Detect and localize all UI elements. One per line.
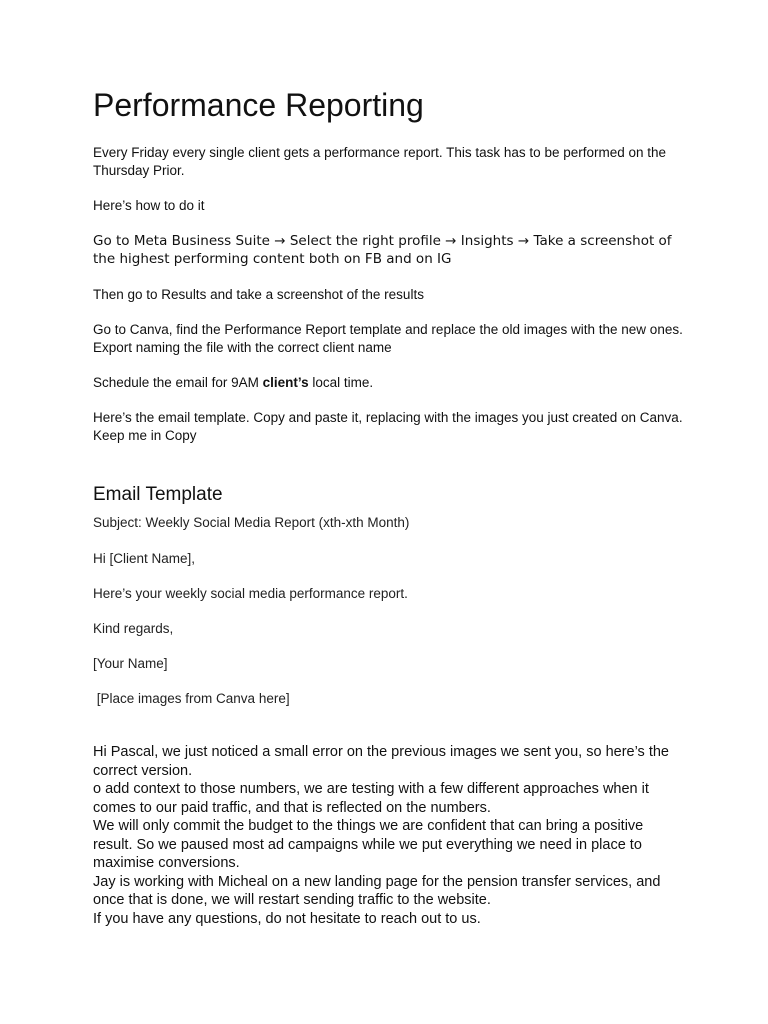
email-subject: Subject: Weekly Social Media Report (xth-xth Month) [93,515,410,530]
followup-message [93,743,683,928]
results-paragraph: Then go to Results and take a screenshot of the results [93,287,424,302]
page-title: Performance Reporting [93,87,424,123]
followup-line: Hi Pascal, we just noticed a small error on the previous images we sent you, so here’s the correct version. [93,744,669,779]
email-body: Here’s your weekly social media performance report. [93,586,408,601]
email-name: [Your Name] [93,656,168,671]
template-note-paragraph: Here’s the email template. Copy and paste it, replacing with the images you just created on Canva. Keep me in Copy [93,410,683,443]
intro-paragraph: Every Friday every single client gets a performance report. This task has to be performed on the Thursday Prior. [93,145,667,178]
followup-line: Jay is working with Micheal on a new landing page for the pension transfer services, and once that is done, we will restart sending traffic to the website. [93,873,661,908]
email-greeting: Hi [Client Name], [93,551,196,566]
schedule-paragraph [93,374,683,392]
canva-paragraph: Go to Canva, find the Performance Report template and replace the old images with the new ones. Export naming the file with the correct client name [93,322,683,355]
email-signoff: Kind regards, [93,621,174,636]
email-template-heading: Email Template [93,484,223,505]
meta-steps-paragraph: Go to Meta Business Suite → Select the right profile → Insights → Take a screenshot of the highest performing content both on FB and on IG [93,233,672,267]
followup-line: We will only commit the budget to the things we are confident that can bring a positive result. So we paused most ad campaigns while we put everything we need in place to maximise conversions. [93,818,644,871]
how-to-paragraph: Here’s how to do it [93,198,205,213]
followup-line: If you have any questions, do not hesitate to reach out to us. [93,910,481,927]
followup-line: o add context to those numbers, we are testing with a few different approaches when it comes to our paid traffic, and that is reflected on the numbers. [93,781,649,816]
schedule-text-before: Schedule the email for 9AM [93,375,263,390]
schedule-text-after: local time. [308,375,374,390]
email-images-placeholder: [Place images from Canva here] [93,691,290,706]
schedule-bold-text: client’s [262,375,309,390]
